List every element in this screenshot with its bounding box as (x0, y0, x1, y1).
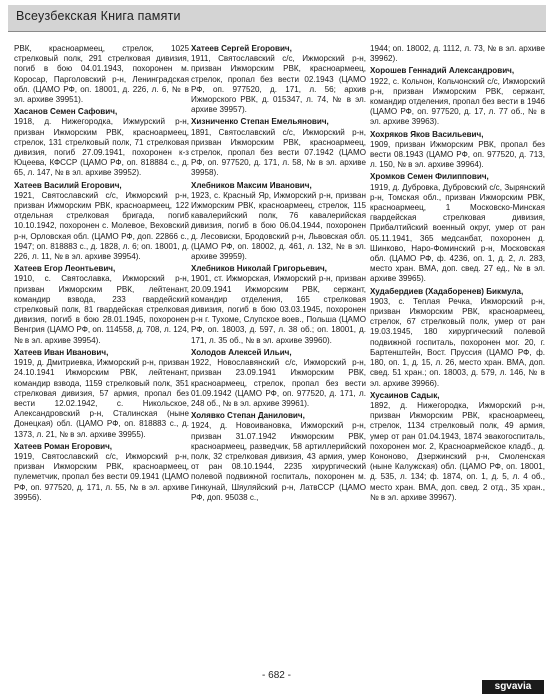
entry-name: Хатеев Василий Егорович, (14, 180, 122, 190)
entry-text: 1891, Святославский с/с, Ижморский р-н, призван Ижморским РВК, красноармеец, стрелок, пропал без вести 07.1942 (ЦАМО РФ, оп. 977520, д. 171, л. 58, № в эл. архиве 39958). (191, 127, 366, 178)
entry-khlebnikov-nikolay (191, 264, 366, 346)
entry-name: Хатеев Роман Егорович, (14, 441, 113, 451)
entry-khusainov (370, 391, 545, 503)
entry-text: 1923, с. Красный Яр, Ижморский р-н, призван Ижморским РВК, красноармеец, стрелок, 115 кавалерийский полк, 76 кавалерийская дивизия, погиб в бою 06.04.1944, похоронен д. Лесовиски, Бродовский р-н, Львовская обл. (ЦАМО РФ, оп. 18002, д. 461, л. 132, № в эл. архиве 39959). (191, 190, 366, 262)
entry-name: Холявко Степан Данилович, (191, 411, 305, 421)
entry-text: 1944; оп. 18002, д. 1112, л. 73, № в эл. архиве 39962). (370, 44, 545, 64)
entry-text: 1910, с. Святославка, Ижморский р-н, призван Ижморским РВК, лейтенант, командир взвода, 233 гвардейский стрелковый полк, 81 гвардейская стрелковая дивизия, погиб в бою 28.01.1945, похоронен Венгрия (ЦАМО РФ, оп. 114558, д. 708, л. 124, № в эл. архиве 39954). (14, 274, 189, 345)
entry-kholyavko (191, 411, 366, 503)
entry-khasanov (14, 107, 189, 178)
entry-text: 1892, д. Нижегородка, Ижморский р-н, призван Ижморским РВК, красноармеец, стрелок, 1134 стрелковый полк, 49 армия, умер от ран 01.04.1943, 1874 эвакогоспиталь, похоронен мог. 2, Красноармейское кладб., д. Кононово, Дзержинский р-н, Смоленская (ныне Калужская) обл. (ЦАМО РФ, оп. 18001, д. 535, л. 134; ф. 1874, оп. 1, д. 5, л. 4 об., место хран. ВМА, доп. свед. 2 отд., 35 хран., № в эл. архиве 39967). (370, 400, 545, 502)
entry-text: 1921, Святославский с/с, Ижморский р-н, призван Ижморским РВК, красноармеец, 122 отдельная стрелковая бригада, погиб 10.10.1942, похоронен с. Молевое, Веховский р-н, Орловская обл. (ЦАМО РФ, доп. 22866 с., 1947; оп. 818883 с., д. 1828, л. 6; оп. 18001, д. 226, л. 11, № в эл. архиве 39954). (14, 190, 189, 262)
entry-continuation (370, 44, 545, 64)
entry-name: Хромков Семен Филиппович, (370, 172, 489, 182)
entry-name: Хусаинов Садык, (370, 390, 440, 400)
column-2 (191, 44, 366, 505)
entry-text: 1911, Святославский с/с, Ижморский р-н, призван Ижморским РВК, красноармеец, стрелок, пропал без вести 02.1943 (ЦАМО РФ, оп. 977520, д. 171, л. 56; архив Ижморского РВК, д. 015347, л. 74, № в эл. архиве 39957). (191, 54, 366, 115)
entry-kholodov (191, 348, 366, 409)
watermark-label: sgvavia (482, 680, 544, 694)
entry-text: 1909, призван Ижморским РВК, пропал без вести 08.1943 (ЦАМО РФ, оп. 977520, д. 713, л. 150, № в эл. архиве 39964). (370, 139, 545, 170)
entry-text: 1903, с. Теплая Речка, Ижморский р-н, призван Ижморским РВК, красноармеец, стрелок, 67 стрелковый полк, умер от ран 19.03.1945, 180 хирургический полевой подвижной госпиталь, похоронен мог. 20, г. Бартенштейн, Вост. Пруссия (ЦАМО РФ, ф. 180, оп. 1, д. 15, л. 26, место хран. ВМА, доп. свед. 51 хран.; оп. 18003, д. 579, л. 146, № в эл. архиве 39966). (370, 296, 545, 388)
entry-name: Хизниченко Степан Емельянович, (191, 117, 329, 127)
entry-name: Хорошев Геннадий Александрович, (370, 66, 515, 76)
entry-name: Хатеев Иван Иванович, (14, 347, 109, 357)
entry-khudaberdiev (370, 287, 545, 389)
entry-text: 1918, д. Нижегородка, Ижмурский р-н, призван Ижморским РВК, красноармеец, стрелок, 131 стрелковый полк, 71 стрелковая дивизия, погиб 27.09.1941, похоронен к-з Юцеева, КФССР (ЦАМО РФ, оп. 818884 с., д. 65, л. 147, № в эл. архиве 39952). (14, 117, 189, 178)
entry-khateev-sergey (191, 44, 366, 115)
entry-name: Хлебников Максим Иванович, (191, 180, 312, 190)
entry-name: Хатеев Сергей Егорович, (191, 44, 292, 53)
entry-khiznichenko (191, 117, 366, 178)
column-1 (14, 44, 189, 505)
entry-name: Худабердиев (Хадаборенев) Бикмула, (370, 286, 524, 296)
entry-name: Холодов Алексей Ильич, (191, 347, 292, 357)
entry-name: Хлебников Николай Григорьевич, (191, 264, 327, 274)
entry-text: РВК, красноармеец, стрелок, 1025 стрелковый полк, 291 стрелковая дивизия, погиб в бою 04.01.1943, похоронен м. Коросар, Парголовский р-н, Ленинградская обл. (ЦАМО РФ, оп. 18001, д. 226, л. 6, № в эл. архиве 39951). (14, 44, 189, 105)
entry-name: Хатеев Егор Леонтьевич, (14, 264, 116, 274)
entry-name: Хасанов Семен Сафович, (14, 107, 118, 117)
running-header (8, 5, 546, 32)
entry-khokhryakov (370, 130, 545, 171)
book-title: Всеузбекская Книга памяти (16, 9, 181, 23)
entry-name: Хохряков Яков Васильевич, (370, 129, 484, 139)
entry-khoroshev (370, 66, 545, 127)
entry-khateev-egor (14, 264, 189, 346)
entry-khlebnikov-maksim (191, 181, 366, 263)
entry-khromkov (370, 172, 545, 284)
entry-text: 1924, д. Новоивановка, Ижморский р-н, призван 31.07.1942 Ижморским РВК, красноармеец, разведчик, 58 артиллерийский полк, 32 стрелковая дивизия, 43 армия, умер от ран 08.10.1944, 2235 хирургический полевой подвижной госпиталь, похоронен м. Гинкунай, Шяуляйский р-н, ЛатвССР (ЦАМО РФ, доп. 95038 с., (191, 421, 366, 502)
entry-khateev-ivan (14, 348, 189, 440)
entry-khateev-roman (14, 442, 189, 503)
page-number: - 682 - (262, 670, 291, 681)
entry-text: 1919, д. Дубровка, Дубровский с/с, Зырянский р-н, Томская обл., призван Ижморским РВК, красноармеец, 1 Московско-Минская гвардейская стрелковая дивизия, Прибалтийский военный округ, умер от ран 05.11.1941, 365 медсанбат, похоронен д. Шинково, Наро-Фоминский р-н, Московская обл. (ЦАМО РФ, ф. 4236, оп. 1, д. 2, л. 283, место хран. ВМА, доп. свед. 27 ед., № в эл. архиве 39965). (370, 182, 545, 284)
entry-text: 1922, Новославянский с/с, Ижморский р-н, призван 23.09.1941 Ижморским РВК, красноармеец, стрелок, пропал без вести 01.09.1942 (ЦАМО РФ, оп. 977520, д. 171, л. 248 об., № в эл. архиве 39961). (191, 358, 366, 408)
entry-text: 1919, д. Дмитриевка, Ижморский р-н, призван 24.10.1941 Ижморским РВК, лейтенант, командир взвода, 1159 стрелковый полк, 351 стрелковая дивизия, 57 армия, пропал без вести 12.02.1942, с. Никольское, Александровский р-н, Сталинская (ныне Донецкая) обл. (ЦАМО РФ, оп. 818883 с., д. 1373, л. 21, № в эл. архиве 39955). (14, 358, 189, 439)
entry-text: 1901, ст. Ижморская, Ижморский р-н, призван 20.09.1941 Ижморским РВК, сержант, командир отделения, 165 стрелковая дивизия, погиб в бою 03.03.1945, похоронен р-н г. Тухоме, Слупское воев., Польша (ЦАМО РФ, оп. 18003, д. 597, л. 38 об.; оп. 18001, д. 171, л. 35 об., № в эл. архиве 39960). (191, 274, 366, 345)
entry-continuation (14, 44, 189, 105)
entry-khateev-vasiliy (14, 181, 189, 263)
entry-text: 1919, Святославский с/с, Ижморский р-н, призван Ижморским РВК, красноармеец, пулеметчик, пропал без вести 09.1941 (ЦАМО РФ, оп. 977520, д. 171, л. 55, № в эл. архиве 39956). (14, 451, 189, 502)
column-3 (370, 44, 545, 505)
entry-text: 1922, с. Кольчон, Кольчонский с/с, Ижморский р-н, призван Ижморским РВК, сержант, командир отделения, пропал без вести в 1946 (ЦАМО РФ, оп. 977520, д. 17, л. 77 об., № в эл. архиве 39963). (370, 76, 545, 127)
